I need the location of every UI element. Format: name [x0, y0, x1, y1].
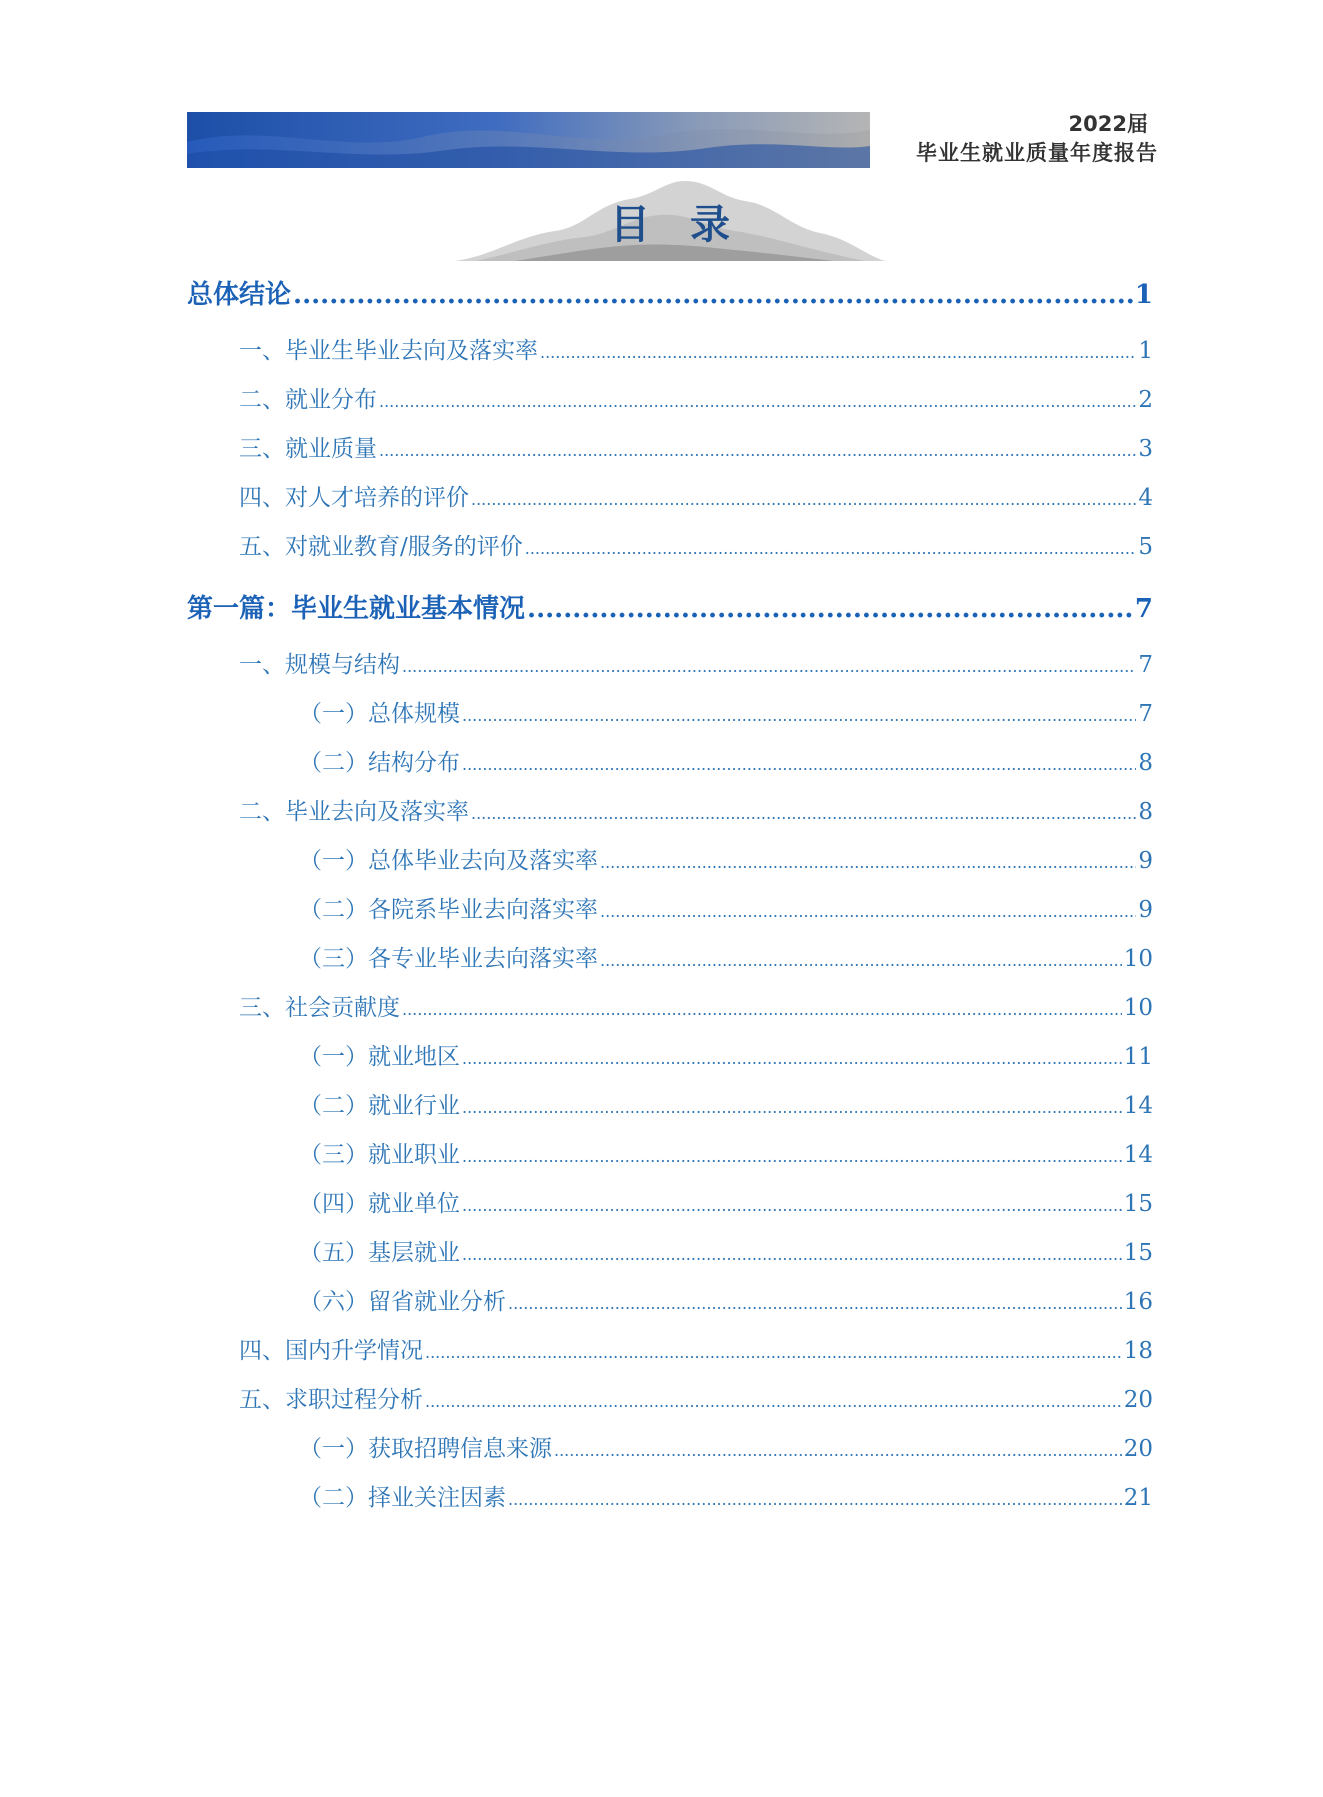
- toc-entry[interactable]: [299, 1430, 1153, 1463]
- toc-entry[interactable]: [239, 332, 1153, 365]
- toc-dot-leader: [600, 853, 1136, 872]
- toc-entry-label: （二）结构分布: [299, 750, 460, 776]
- toc-entry[interactable]: [239, 793, 1153, 826]
- toc-entry-label: （三）就业职业: [299, 1142, 460, 1168]
- toc-entry-label: 总体结论: [187, 280, 292, 310]
- toc-page-number: 20: [1123, 1436, 1153, 1462]
- toc-dot-leader: [462, 706, 1136, 725]
- toc-page-number: 7: [1138, 701, 1153, 727]
- toc-entry-label: 三、社会贡献度: [239, 995, 400, 1021]
- toc-entry-label: （二）择业关注因素: [299, 1485, 506, 1511]
- toc-entry[interactable]: [187, 274, 1153, 311]
- toc-dot-leader: [462, 1049, 1122, 1068]
- toc-entry-label: （二）就业行业: [299, 1093, 460, 1119]
- toc-page-number: 5: [1138, 534, 1153, 560]
- toc-dot-leader: [554, 1441, 1122, 1460]
- toc-page-number: 4: [1138, 485, 1153, 511]
- toc-dot-leader: [379, 392, 1136, 411]
- toc-dot-leader: [462, 1147, 1122, 1166]
- toc-dot-leader: [379, 441, 1136, 460]
- toc-page-number: 8: [1138, 799, 1153, 825]
- toc-dot-leader: [508, 1490, 1122, 1509]
- toc-page-number: 1: [1134, 280, 1153, 310]
- toc-page-number: 1: [1138, 338, 1153, 364]
- toc-entry[interactable]: [239, 1332, 1153, 1365]
- page-title: 目录: [610, 201, 770, 248]
- toc-page-number: 10: [1123, 946, 1153, 972]
- toc-page-number: 9: [1138, 848, 1153, 874]
- toc-page-number: 8: [1138, 750, 1153, 776]
- toc-entry[interactable]: [239, 646, 1153, 679]
- toc-entry-label: 四、对人才培养的评价: [239, 485, 469, 511]
- toc-entry-label: 二、就业分布: [239, 387, 377, 413]
- toc-entry[interactable]: [299, 744, 1153, 777]
- toc-title-block: [455, 175, 885, 263]
- toc-page-number: 20: [1123, 1387, 1153, 1413]
- toc-entry-label: 三、就业质量: [239, 436, 377, 462]
- toc-dot-leader: [402, 657, 1136, 676]
- toc-entry[interactable]: [299, 1087, 1153, 1120]
- toc-entry[interactable]: [239, 381, 1153, 414]
- toc-dot-leader: [600, 951, 1122, 970]
- toc-dot-leader: [508, 1294, 1122, 1313]
- toc-entry-label: 四、国内升学情况: [239, 1338, 423, 1364]
- toc-dot-leader: [462, 1098, 1122, 1117]
- toc-page-number: 3: [1138, 436, 1153, 462]
- toc-entry-label: （三）各专业毕业去向落实率: [299, 946, 598, 972]
- toc-entry[interactable]: [239, 528, 1153, 561]
- toc-entry-label: 二、毕业去向及落实率: [239, 799, 469, 825]
- toc-entry-label: （二）各院系毕业去向落实率: [299, 897, 598, 923]
- toc-entry-label: （五）基层就业: [299, 1240, 460, 1266]
- toc-page-number: 7: [1134, 594, 1153, 624]
- toc-page-number: 10: [1123, 995, 1153, 1021]
- toc-dot-leader: [471, 804, 1136, 823]
- toc-entry[interactable]: [299, 940, 1153, 973]
- toc-dot-leader: [462, 1245, 1122, 1264]
- toc-dot-leader: [425, 1343, 1122, 1362]
- toc-page-number: 16: [1123, 1289, 1153, 1315]
- toc-entry[interactable]: [239, 479, 1153, 512]
- toc-entry[interactable]: [299, 1038, 1153, 1071]
- toc-dot-leader: [425, 1392, 1122, 1411]
- toc-entry[interactable]: [187, 588, 1153, 625]
- toc-page-number: 15: [1123, 1240, 1153, 1266]
- toc-entry-label: （一）总体毕业去向及落实率: [299, 848, 598, 874]
- toc-entry[interactable]: [239, 1381, 1153, 1414]
- toc-page-number: 7: [1138, 652, 1153, 678]
- toc-page-number: 2: [1138, 387, 1153, 413]
- toc-dot-leader: [525, 539, 1137, 558]
- toc-entry-label: 一、规模与结构: [239, 652, 400, 678]
- toc-page-number: 18: [1123, 1338, 1153, 1364]
- toc-page-number: 15: [1123, 1191, 1153, 1217]
- toc-entry-label: （六）留省就业分析: [299, 1289, 506, 1315]
- toc-entry[interactable]: [299, 1283, 1153, 1316]
- toc-page-number: 11: [1123, 1044, 1153, 1070]
- toc-entry-label: 第一篇：毕业生就业基本情况: [187, 594, 526, 624]
- toc-dot-leader: [462, 755, 1136, 774]
- toc-dot-leader: [527, 594, 1133, 624]
- toc-entry-label: （四）就业单位: [299, 1191, 460, 1217]
- toc-dot-leader: [462, 1196, 1122, 1215]
- toc-entry[interactable]: [299, 842, 1153, 875]
- toc-entry-label: （一）获取招聘信息来源: [299, 1436, 552, 1462]
- toc-dot-leader: [540, 343, 1136, 362]
- toc-entry-label: 五、求职过程分析: [239, 1387, 423, 1413]
- toc-entry-label: （一）总体规模: [299, 701, 460, 727]
- toc-entry[interactable]: [299, 1479, 1153, 1512]
- toc-entry-label: （一）就业地区: [299, 1044, 460, 1070]
- toc-page-number: 9: [1138, 897, 1153, 923]
- toc-page-number: 14: [1123, 1093, 1153, 1119]
- toc-page-number: 14: [1123, 1142, 1153, 1168]
- toc-entry[interactable]: [299, 1136, 1153, 1169]
- toc-entry[interactable]: [299, 695, 1153, 728]
- toc-dot-leader: [293, 280, 1133, 310]
- toc-entry[interactable]: [239, 430, 1153, 463]
- header-banner-graphic: [187, 112, 870, 168]
- toc-entry[interactable]: [299, 1234, 1153, 1267]
- toc-dot-leader: [600, 902, 1136, 921]
- toc-entry[interactable]: [299, 1185, 1153, 1218]
- toc-entry[interactable]: [299, 891, 1153, 924]
- toc-entry[interactable]: [239, 989, 1153, 1022]
- toc-dot-leader: [402, 1000, 1122, 1019]
- header-text: [880, 110, 1158, 168]
- toc-entry-label: 一、毕业生毕业去向及落实率: [239, 338, 538, 364]
- toc-dot-leader: [471, 490, 1136, 509]
- toc-page-number: 21: [1123, 1485, 1153, 1511]
- report-title: 毕业生就业质量年度报告: [916, 141, 1158, 165]
- toc-entry-label: 五、对就业教育/服务的评价: [239, 534, 523, 560]
- report-year: 2022届: [1068, 112, 1148, 136]
